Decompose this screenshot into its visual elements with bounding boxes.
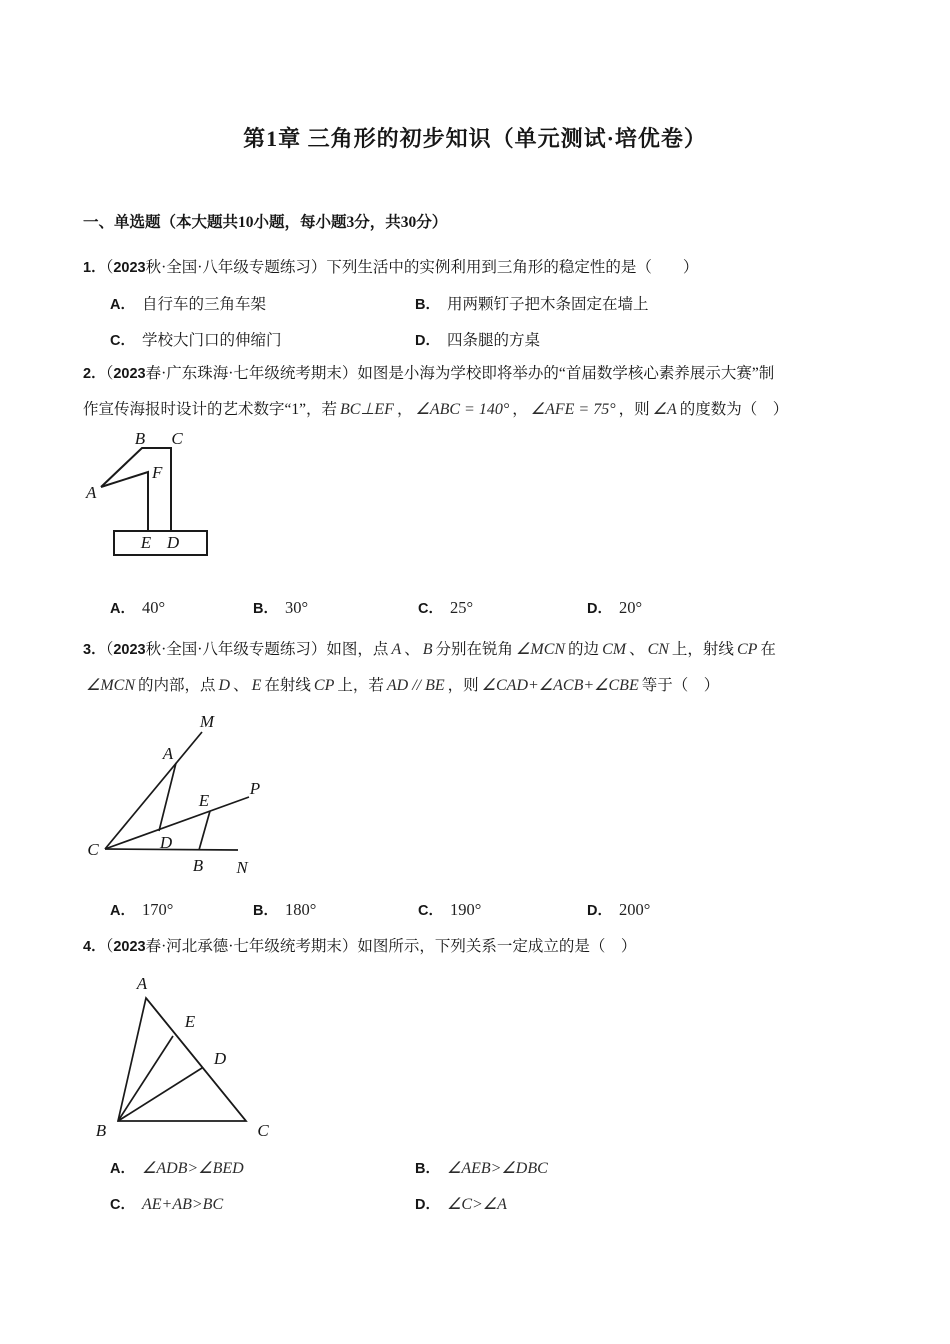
text-segment: 2． — [83, 366, 106, 382]
question-4-option-a — [110, 1157, 244, 1181]
option-letter: B． — [415, 297, 440, 313]
option-value: 170° — [141, 900, 174, 919]
text-segment: 的度数为（ ） — [679, 401, 789, 418]
question-2-figure-digit-one — [85, 428, 220, 568]
text-segment: 作宣传海报时设计的艺术数字“1”，若 — [83, 401, 338, 418]
text-segment: 分别在锐角 — [435, 641, 514, 658]
segment-bd — [118, 1068, 202, 1121]
option-value: 20° — [618, 598, 643, 617]
option-value: 40° — [141, 598, 166, 617]
page-title: 第1章 三角形的初步知识（单元测试·培优卷） — [243, 126, 707, 151]
question-4-option-b — [415, 1157, 548, 1181]
option-letter: D． — [415, 1197, 440, 1213]
option-letter: C． — [418, 601, 443, 617]
text-segment: CP — [736, 641, 758, 658]
question-3-option-a — [110, 898, 173, 923]
question-3-stem-line1 — [83, 638, 776, 662]
option-letter: A． — [110, 601, 135, 617]
vertex-label-n: N — [236, 858, 248, 877]
text-segment: ， — [512, 401, 528, 418]
text-segment: ∠ABC = 140° — [415, 401, 510, 418]
question-2-option-d — [587, 596, 642, 621]
vertex-label-e: E — [184, 1012, 196, 1031]
text-segment: ∠AFE = 75° — [530, 401, 616, 418]
vertex-label-a: A — [162, 744, 174, 763]
text-segment: CN — [647, 641, 669, 658]
option-text: 四条腿的方桌 — [446, 332, 540, 349]
vertex-label-a: A — [86, 483, 97, 502]
text-segment: 2023 — [113, 642, 146, 658]
text-segment: 上，若 — [337, 677, 384, 694]
question-3-figure-angle-rays — [85, 700, 270, 885]
text-segment: D — [218, 677, 231, 694]
option-text: 自行车的三角车架 — [141, 296, 266, 313]
option-value: 190° — [449, 900, 482, 919]
question-3-option-c — [418, 898, 481, 923]
question-2-option-b — [253, 596, 308, 621]
question-3-stem-line2 — [83, 674, 719, 697]
text-segment: AD // BE — [386, 677, 445, 694]
vertex-label-a: A — [136, 975, 148, 993]
text-segment: 、 — [404, 641, 420, 658]
text-segment: （ — [105, 259, 114, 276]
option-value: 200° — [618, 900, 651, 919]
option-letter: A． — [110, 297, 135, 313]
question-1-stem — [83, 256, 698, 280]
question-1-option-d — [415, 329, 540, 353]
vertex-label-f: F — [152, 463, 163, 482]
question-2-stem-line1 — [83, 362, 774, 386]
question-4-option-d — [415, 1193, 507, 1217]
question-2-option-c — [418, 596, 473, 621]
vertex-label-p: P — [249, 779, 261, 798]
text-segment: ∠A — [652, 401, 677, 418]
option-value: 30° — [284, 598, 309, 617]
text-segment: ∠MCN — [86, 677, 136, 694]
text-segment: ，则 — [618, 401, 650, 418]
vertex-label-b: B — [192, 856, 204, 875]
text-segment: 1． — [83, 260, 106, 276]
text-segment: 、 — [233, 677, 249, 694]
question-3-option-d — [587, 898, 650, 923]
text-segment: 在射线 — [264, 677, 311, 694]
text-segment: （ — [105, 365, 114, 382]
vertex-label-d: D — [159, 833, 173, 852]
text-segment: ∠MCN — [516, 641, 566, 658]
digit-outline-right — [101, 448, 171, 531]
text-segment: 2023 — [113, 260, 146, 276]
option-text: 学校大门口的伸缩门 — [141, 332, 282, 349]
text-segment: 秋·全国·八年级专题练习）如图，点 — [145, 641, 389, 658]
text-segment: 2023 — [113, 939, 146, 955]
vertex-label-d: D — [213, 1049, 227, 1068]
option-letter: B． — [415, 1161, 440, 1177]
triangle-abc — [118, 998, 246, 1121]
section-heading: 一、单选题（本大题共10小题，每小题3分，共30分） — [83, 214, 448, 231]
text-segment: 等于（ ） — [641, 677, 720, 694]
option-letter: D． — [587, 601, 612, 617]
text-segment: 的边 — [568, 641, 600, 658]
option-value: 180° — [284, 900, 317, 919]
question-4-stem — [83, 935, 636, 959]
text-segment: 4． — [83, 939, 106, 955]
vertex-label-e: E — [198, 791, 210, 810]
text-segment: ， — [396, 401, 413, 418]
option-letter: D． — [415, 333, 440, 349]
text-segment: 春·河北承德·七年级统考期末）如图所示，下列关系一定成立的是（ ） — [145, 938, 637, 955]
option-letter: A． — [110, 903, 135, 919]
text-segment: B — [422, 641, 433, 658]
text-segment: （ — [105, 641, 114, 658]
vertex-label-c: C — [171, 429, 183, 448]
text-segment: 上，射线 — [671, 641, 734, 658]
text-segment: 春·广东珠海·七年级统考期末）如图是小海为学校即将举办的“首届数学核心素养展示大赛”制 — [145, 365, 775, 382]
option-letter: C． — [418, 903, 443, 919]
vertex-label-c: C — [87, 840, 99, 859]
question-3-option-b — [253, 898, 316, 923]
question-2-stem-line2 — [83, 398, 788, 421]
text-segment: ，则 — [447, 677, 479, 694]
text-segment: CM — [602, 641, 627, 658]
segment-be — [199, 811, 210, 850]
text-segment: 2023 — [113, 366, 146, 382]
question-1-option-b — [415, 293, 649, 317]
vertex-label-d: D — [166, 533, 180, 552]
option-letter: B． — [253, 601, 278, 617]
option-letter: A． — [110, 1161, 135, 1177]
vertex-label-c: C — [257, 1121, 269, 1140]
segment-be — [118, 1036, 173, 1121]
question-2-option-a — [110, 596, 165, 621]
option-text: 用两颗钉子把木条固定在墙上 — [446, 296, 649, 313]
option-value: ∠AEB>∠DBC — [446, 1160, 548, 1177]
text-segment: BC⊥EF — [340, 401, 394, 418]
option-value: ∠ADB>∠BED — [141, 1160, 244, 1177]
option-value: ∠C>∠A — [446, 1196, 507, 1213]
option-value: AE+AB>BC — [141, 1196, 224, 1213]
question-1-option-c — [110, 329, 282, 353]
text-segment: 的内部，点 — [138, 677, 216, 694]
option-value: 25° — [449, 598, 474, 617]
vertex-label-b: B — [95, 1121, 107, 1140]
text-segment: 秋·全国·八年级专题练习）下列生活中的实例利用到三角形的稳定性的是（ ） — [145, 259, 699, 276]
text-segment: A — [391, 641, 402, 658]
text-segment: CP — [313, 677, 335, 694]
question-4-figure-triangle — [90, 975, 280, 1145]
question-1-option-a — [110, 293, 266, 317]
side-ac — [146, 998, 246, 1121]
text-segment: ∠CAD+∠ACB+∠CBE — [481, 677, 639, 694]
text-segment: 在 — [760, 641, 776, 658]
digit-base-rect — [114, 531, 207, 555]
vertex-label-b: B — [134, 429, 146, 448]
text-segment: （ — [105, 938, 114, 955]
option-letter: C． — [110, 1197, 135, 1213]
vertex-label-m: M — [199, 712, 215, 731]
option-letter: B． — [253, 903, 278, 919]
text-segment: 、 — [629, 641, 645, 658]
option-letter: C． — [110, 333, 135, 349]
question-4-option-c — [110, 1193, 223, 1217]
text-segment: E — [251, 677, 262, 694]
text-segment: 3． — [83, 642, 106, 658]
option-letter: D． — [587, 903, 612, 919]
vertex-label-e: E — [140, 533, 152, 552]
